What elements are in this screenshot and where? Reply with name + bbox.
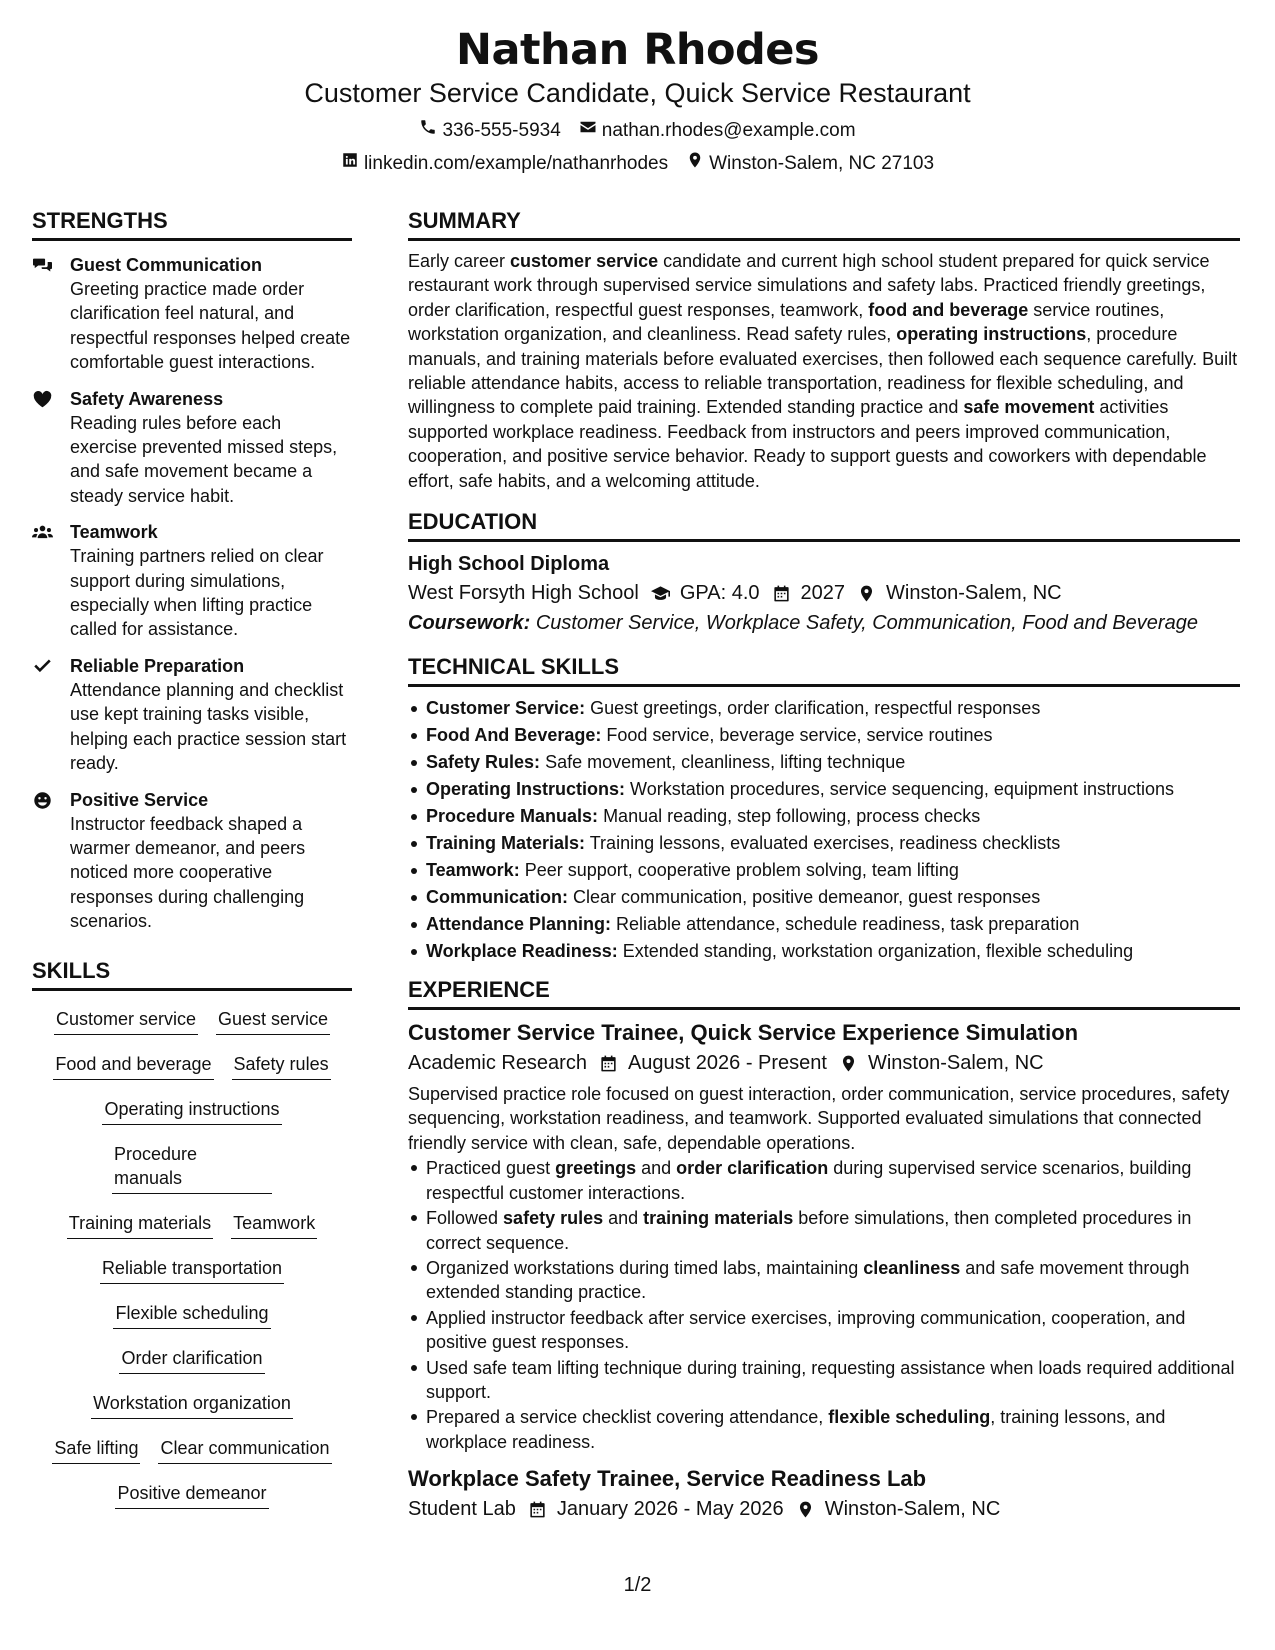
map-pin-icon	[686, 151, 704, 176]
strength-item	[32, 253, 352, 375]
bullet-emphasis: cleanliness	[863, 1257, 961, 1278]
skill-tag: Clear communication	[158, 1436, 331, 1464]
strength-item	[32, 654, 352, 776]
heart-icon	[32, 387, 70, 509]
summary-text: service routines, workstation organization, and cleanliness. Read safety rules,	[408, 299, 1165, 345]
right-column	[408, 206, 1240, 1524]
linkedin-text: linkedin.com/example/nathanrhodes	[363, 152, 669, 174]
technical-skill-item	[408, 803, 1240, 830]
summary-text: , procedure manuals, and training materials before evaluated exercises, then followed each sequence carefully. Built reliable attendance habits, access to reliable transportation, readiness for flexible scheduling, and willingness to complete paid training. Extended standing practice and	[408, 324, 1238, 418]
tech-skill-label: Safety Rules:	[426, 752, 541, 773]
job-bullet	[408, 1306, 1240, 1355]
smile-icon	[32, 788, 70, 934]
job-org: Academic Research	[408, 1052, 587, 1075]
skill-tag: Flexible scheduling	[113, 1301, 270, 1329]
job-bullets	[408, 1156, 1240, 1454]
tech-skill-label: Training Materials:	[426, 833, 586, 854]
resume-header	[0, 0, 1275, 176]
school-location: Winston-Salem, NC	[886, 582, 1062, 605]
technical-skill-item	[408, 722, 1240, 749]
calendar-icon	[772, 584, 791, 603]
gpa: GPA: 4.0	[679, 582, 760, 605]
skill-tag: Guest service	[216, 1007, 330, 1035]
location-text: Winston-Salem, NC 27103	[709, 152, 935, 174]
strengths-list	[32, 253, 352, 934]
phone-icon	[419, 118, 437, 143]
strength-title: Reliable Preparation	[70, 655, 245, 676]
check-icon	[32, 654, 70, 776]
technical-skill-item	[408, 911, 1240, 938]
tech-skill-label: Communication:	[426, 887, 568, 908]
bullet-text: Used safe team lifting technique during training, requesting assistance when loads required additional support.	[426, 1357, 1235, 1402]
coursework-label: Coursework:	[408, 612, 531, 635]
summary-emphasis: food and beverage	[868, 299, 1029, 320]
strength-item	[32, 520, 352, 642]
summary-text	[408, 249, 1240, 493]
job-dates: August 2026 - Present	[627, 1052, 827, 1075]
summary-text: Early career	[408, 251, 511, 271]
job-meta	[408, 1048, 1240, 1078]
strength-desc: Reading rules before each exercise prevented missed steps, and safe movement became a steady service habit.	[70, 412, 338, 506]
contact-row-2	[0, 151, 1275, 176]
skill-tag: Reliable transportation	[100, 1256, 284, 1284]
bullet-emphasis: training materials	[643, 1208, 794, 1229]
tech-skill-label: Customer Service:	[426, 698, 586, 719]
bullet-text: during supervised service scenarios, building respectful customer interactions.	[426, 1158, 1192, 1203]
strength-desc: Attendance planning and checklist use kept training tasks visible, helping each practice session start ready.	[70, 679, 347, 774]
strength-desc: Greeting practice made order clarification feel natural, and respectful responses helped create comfortable guest interactions.	[70, 279, 351, 373]
users-icon	[32, 520, 70, 642]
map-pin-icon	[857, 584, 876, 603]
job-dates: January 2026 - May 2026	[556, 1498, 784, 1521]
map-pin-icon	[796, 1500, 815, 1519]
tech-skill-value: Extended standing, workstation organization, flexible scheduling	[622, 941, 1134, 962]
strength-desc: Instructor feedback shaped a warmer demeanor, and peers noticed more cooperative responses during challenging scenarios.	[70, 813, 306, 932]
strength-title: Positive Service	[70, 789, 209, 810]
bullet-text: Organized workstations during timed labs, maintaining	[426, 1257, 864, 1278]
phone-text: 336-555-5934	[442, 119, 561, 141]
skills-list	[32, 991, 352, 1526]
linkedin[interactable]	[341, 151, 668, 176]
education-title: EDUCATION	[408, 507, 1240, 542]
bullet-emphasis: safety rules	[503, 1208, 604, 1229]
tech-skill-value: Training lessons, evaluated exercises, readiness checklists	[589, 833, 1061, 854]
skill-tag: Workstation organization	[91, 1391, 293, 1419]
technical-skill-item	[408, 884, 1240, 911]
candidate-name: Nathan Rhodes	[455, 25, 820, 75]
job-description: Supervised practice role focused on guest interaction, order communication, service procedures, safety sequencing, workstation readiness, and teamwork. Supported evaluated simulations that connected friendly service with clean, safe, dependable operations.	[408, 1084, 1230, 1153]
skill-tag: Positive demeanor	[115, 1481, 268, 1509]
graduation-cap-icon	[651, 584, 670, 603]
technical-skill-item	[408, 749, 1240, 776]
tech-skill-label: Operating Instructions:	[426, 779, 626, 800]
bullet-text: and safe movement through extended standing practice.	[426, 1257, 1190, 1303]
tech-skill-value: Manual reading, step following, process checks	[603, 806, 981, 827]
job-bullet	[408, 1206, 1240, 1255]
bullet-text: and	[603, 1208, 644, 1229]
phone[interactable]	[419, 118, 560, 143]
education-meta	[408, 578, 1240, 608]
tech-skill-value: Peer support, cooperative problem solving, team lifting	[524, 860, 959, 881]
headline: Customer Service Candidate, Quick Service Restaurant	[304, 78, 971, 108]
job-location: Winston-Salem, NC	[824, 1498, 1001, 1521]
strength-item	[32, 387, 352, 509]
job-bullet	[408, 1405, 1240, 1454]
skills-title: SKILLS	[32, 956, 352, 991]
location	[686, 151, 934, 176]
summary-text: activities supported workplace readiness. Feedback from instructors and peers improved communication, cooperation, and positive service behavior. Ready to support guests and coworkers with dependable effort, safe habits, and a welcoming attitude.	[408, 397, 1207, 491]
school-name: West Forsyth High School	[408, 582, 639, 605]
calendar-icon	[599, 1054, 618, 1073]
tech-skill-label: Procedure Manuals:	[426, 806, 599, 827]
strengths-title: STRENGTHS	[32, 206, 352, 241]
skill-tag: Order clarification	[119, 1346, 264, 1374]
technical-skills-title: TECHNICAL SKILLS	[408, 652, 1240, 687]
summary-text: candidate and current high school student prepared for quick service restaurant work through supervised service simulations and safety labs. Practiced friendly greetings, order clarification, respectful guest responses, teamwork,	[408, 251, 1210, 320]
bullet-text: , training lessons, and workplace readiness.	[426, 1407, 1166, 1452]
job-title: Customer Service Trainee, Quick Service Experience Simulation	[408, 1020, 1079, 1046]
email[interactable]	[579, 118, 856, 143]
strength-title: Guest Communication	[70, 255, 263, 275]
tech-skill-value: Food service, beverage service, service routines	[606, 725, 993, 746]
map-pin-icon	[839, 1054, 858, 1073]
job-org: Student Lab	[408, 1498, 516, 1521]
technical-skill-item	[408, 695, 1240, 722]
job-meta	[408, 1494, 1240, 1524]
strength-desc: Training partners relied on clear support during simulations, especially when lifting practice called for assistance.	[70, 546, 324, 640]
skill-tag: Training materials	[67, 1211, 213, 1239]
summary-emphasis: operating instructions	[896, 324, 1087, 345]
coursework	[408, 608, 1240, 638]
job-entry	[408, 1464, 1240, 1524]
bullet-emphasis: greetings	[555, 1158, 637, 1179]
strength-title: Safety Awareness	[70, 388, 224, 409]
job-bullet	[408, 1156, 1240, 1205]
skill-tag: Customer service	[54, 1007, 198, 1035]
bullet-text: Followed	[426, 1208, 504, 1229]
experience-title: EXPERIENCE	[408, 975, 1240, 1010]
contact-row-1	[0, 118, 1275, 143]
degree: High School Diploma	[408, 553, 610, 576]
tech-skill-value: Guest greetings, order clarification, respectful responses	[590, 698, 1041, 719]
summary-title: SUMMARY	[408, 206, 1240, 241]
skill-tag: Food and beverage	[53, 1052, 213, 1080]
bullet-text: Practiced guest	[426, 1158, 556, 1179]
tech-skill-value: Reliable attendance, schedule readiness, task preparation	[616, 914, 1080, 935]
comments-icon	[32, 253, 70, 375]
bullet-text: Applied instructor feedback after service exercises, improving communication, cooperation, and positive guest responses.	[426, 1307, 1186, 1353]
left-column	[32, 206, 352, 1526]
bullet-text: Prepared a service checklist covering attendance,	[426, 1407, 829, 1428]
job-title: Workplace Safety Trainee, Service Readiness Lab	[408, 1466, 927, 1492]
coursework-list: Customer Service, Workplace Safety, Communication, Food and Beverage	[535, 612, 1198, 635]
tech-skill-value: Workstation procedures, service sequencing, equipment instructions	[630, 779, 1174, 800]
calendar-icon	[528, 1500, 547, 1519]
skill-tag: Teamwork	[231, 1211, 317, 1239]
job-entry	[408, 1018, 1240, 1454]
strength-title: Teamwork	[70, 522, 158, 543]
tech-skill-label: Teamwork:	[426, 860, 520, 881]
summary-emphasis: customer service	[510, 251, 659, 271]
strength-item	[32, 788, 352, 934]
summary-emphasis: safe movement	[963, 397, 1095, 418]
job-bullet	[408, 1256, 1240, 1305]
bullet-text: before simulations, then completed procedures in correct sequence.	[426, 1208, 1192, 1253]
tech-skill-label: Food And Beverage:	[426, 725, 602, 746]
linkedin-icon	[341, 151, 359, 176]
technical-skill-item	[408, 776, 1240, 803]
skill-tag: Safety rules	[232, 1052, 331, 1080]
bullet-emphasis: order clarification	[676, 1158, 829, 1179]
technical-skills-list	[408, 695, 1240, 965]
graduation-year: 2027	[800, 582, 846, 605]
job-location: Winston-Salem, NC	[867, 1052, 1044, 1075]
skill-tag: Operating instructions	[102, 1097, 281, 1125]
page-number: 1/2	[623, 1574, 652, 1596]
technical-skill-item	[408, 938, 1240, 965]
skill-tag: Safe lifting	[52, 1436, 140, 1464]
tech-skill-value: Safe movement, cleanliness, lifting technique	[545, 752, 906, 773]
technical-skill-item	[408, 830, 1240, 857]
bullet-text: and	[636, 1158, 677, 1179]
tech-skill-label: Attendance Planning:	[426, 914, 612, 935]
job-bullet	[408, 1356, 1240, 1405]
technical-skill-item	[408, 857, 1240, 884]
envelope-icon	[579, 118, 597, 143]
tech-skill-value: Clear communication, positive demeanor, guest responses	[573, 887, 1041, 908]
bullet-emphasis: flexible scheduling	[828, 1407, 991, 1428]
tech-skill-label: Workplace Readiness:	[426, 941, 618, 962]
email-text: nathan.rhodes@example.com	[601, 119, 856, 141]
skill-tag: Procedure manuals	[112, 1142, 272, 1194]
